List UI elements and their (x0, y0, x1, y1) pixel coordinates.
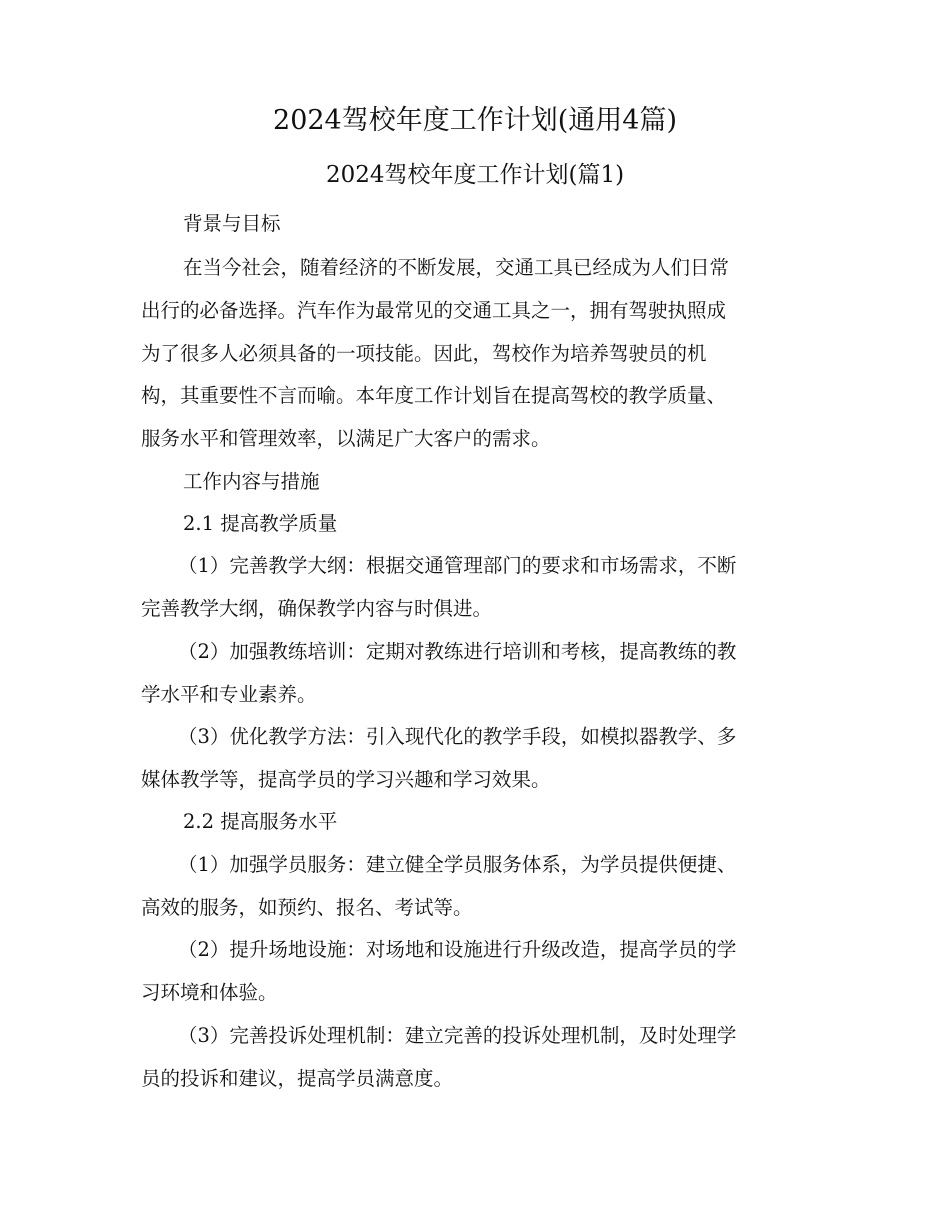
paragraph-line: 构，其重要性不言而喻。本年度工作计划旨在提高驾校的教学质量、 (141, 384, 727, 407)
paragraph-line: 出行的必备选择。汽车作为最常见的交通工具之一，拥有驾驶执照成 (141, 299, 727, 322)
list-item-line: （1）加强学员服务：建立健全学员服务体系，为学员提供便捷、 (178, 853, 737, 876)
list-item-line: （1）完善教学大纲：根据交通管理部门的要求和市场需求，不断 (178, 554, 737, 577)
list-item-line: （2）加强教练培训：定期对教练进行培训和考核，提高教练的教 (178, 640, 737, 663)
list-item-line: 学水平和专业素养。 (141, 683, 317, 706)
list-item-line: 完善教学大纲，确保教学内容与时俱进。 (141, 597, 493, 620)
list-item-line: 习环境和体验。 (141, 981, 278, 1004)
list-item-line: （3）完善投诉处理机制：建立完善的投诉处理机制，及时处理学 (178, 1024, 737, 1047)
list-item-line: （3）优化教学方法：引入现代化的教学手段，如模拟器教学、多 (178, 725, 737, 748)
paragraph-line: 为了很多人必须具备的一项技能。因此，驾校作为培养驾驶员的机 (141, 342, 707, 365)
paragraph-line: 服务水平和管理效率，以满足广大客户的需求。 (141, 427, 551, 450)
list-item-line: （2）提升场地设施：对场地和设施进行升级改造，提高学员的学 (178, 938, 737, 961)
heading-background-goals: 背景与目标 (183, 212, 281, 235)
paragraph-line: 在当今社会，随着经济的不断发展，交通工具已经成为人们日常 (183, 256, 730, 279)
subheading-service-level: 2.2 提高服务水平 (183, 810, 338, 833)
subheading-teaching-quality: 2.1 提高教学质量 (183, 512, 338, 535)
section-title: 2024驾校年度工作计划(篇1) (325, 162, 625, 188)
list-item-line: 高效的服务，如预约、报名、考试等。 (141, 896, 473, 919)
document-title: 2024驾校年度工作计划(通用4篇) (273, 105, 677, 136)
list-item-line: 媒体教学等，提高学员的学习兴趣和学习效果。 (141, 768, 551, 791)
list-item-line: 员的投诉和建议，提高学员满意度。 (141, 1067, 454, 1090)
heading-work-content: 工作内容与措施 (183, 470, 320, 493)
